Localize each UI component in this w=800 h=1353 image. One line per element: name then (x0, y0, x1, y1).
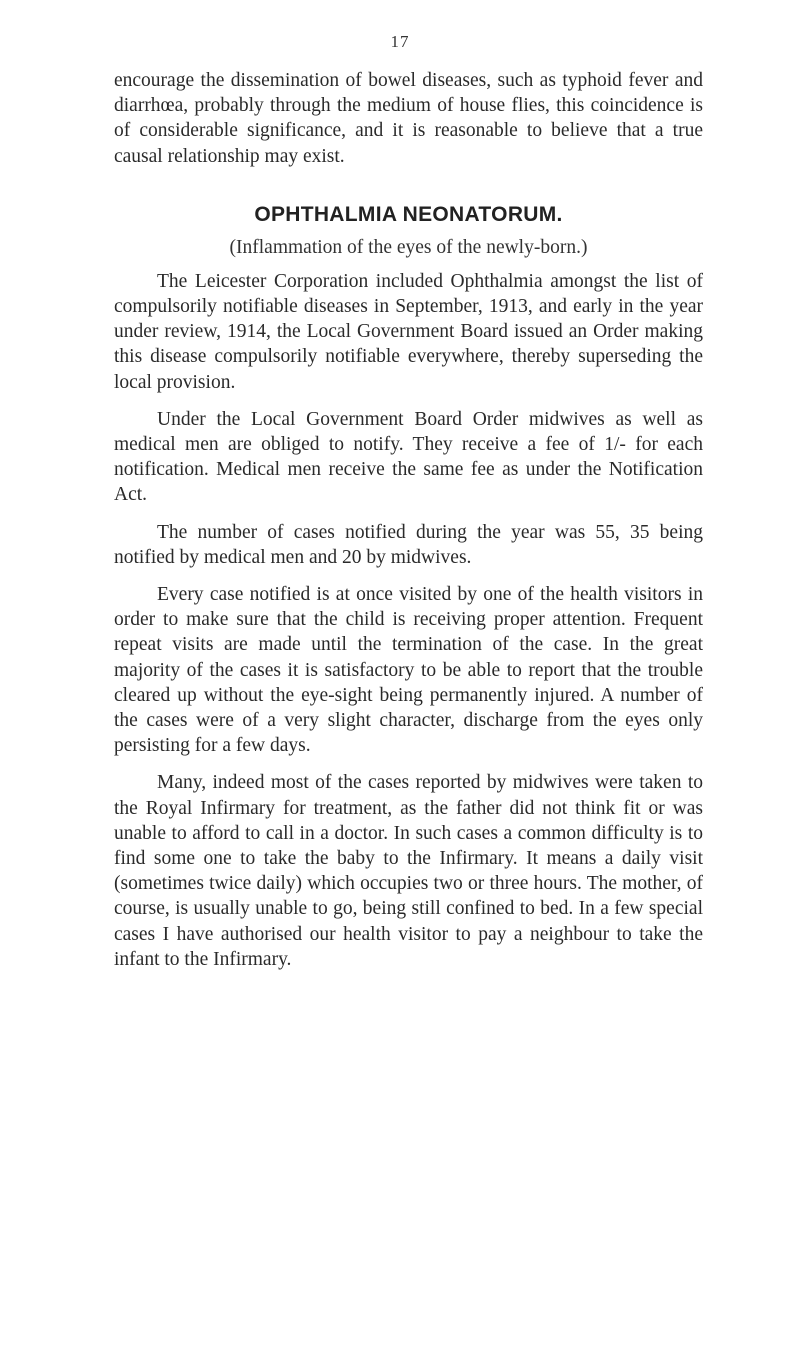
paragraph-leicester-corporation: The Leicester Corporation included Ophthalmia amongst the list of compulsorily notifiable diseases in September, 1913, and early in the year under review, 1914, the Local Government Board issued an Order making this disease compulsorily notifiable everywhere, thereby superseding the local provision. (114, 270, 703, 393)
paragraph-number-of-cases: The number of cases notified during the year was 55, 35 being notified by medical men and 20 by midwives. (114, 521, 703, 568)
paragraph-royal-infirmary: Many, indeed most of the cases reported by midwives were taken to the Royal Infirmary for treatment, as the father did not think fit or was unable to afford to call in a doctor. In such cases a common difficulty is to find some one to take the baby to the Infirmary. It means a daily visit (sometimes twice daily) which occupies two or three hours. The mother, of course, is usually unable to go, being still confined to bed. In a few special cases I have authorised our health visitor to pay a neighbour to take the infant to the Infirmary. (114, 772, 703, 970)
section-heading: OPHTHALMIA NEONATORUM. (254, 202, 563, 226)
page-number: 17 (390, 32, 410, 51)
continued-paragraph: encourage the dissemination of bowel diseases, such as typhoid fever and diarrhœa, probably through the medium of house flies, this coincidence is of considerable significance, and it is reasonable to believe that a true causal relationship may exist. (114, 70, 703, 167)
section-subtitle: (Inflammation of the eyes of the newly-born.) (229, 236, 588, 258)
paragraph-government-order: Under the Local Government Board Order midwives as well as medical men are obliged to notify. They receive a fee of 1/- for each notification. Medical men receive the same fee as under the Notification Act. (114, 408, 703, 506)
paragraph-health-visitors: Every case notified is at once visited by one of the health visitors in order to make sure that the child is receiving proper attention. Frequent repeat visits are made until the termination of the case. In the great majority of the cases it is satisfactory to be able to report that the trouble cleared up without the eye-sight being permanently injured. A number of the cases were of a very slight character, discharge from the eyes only persisting for a few days. (114, 584, 703, 757)
page-body (114, 68, 703, 972)
